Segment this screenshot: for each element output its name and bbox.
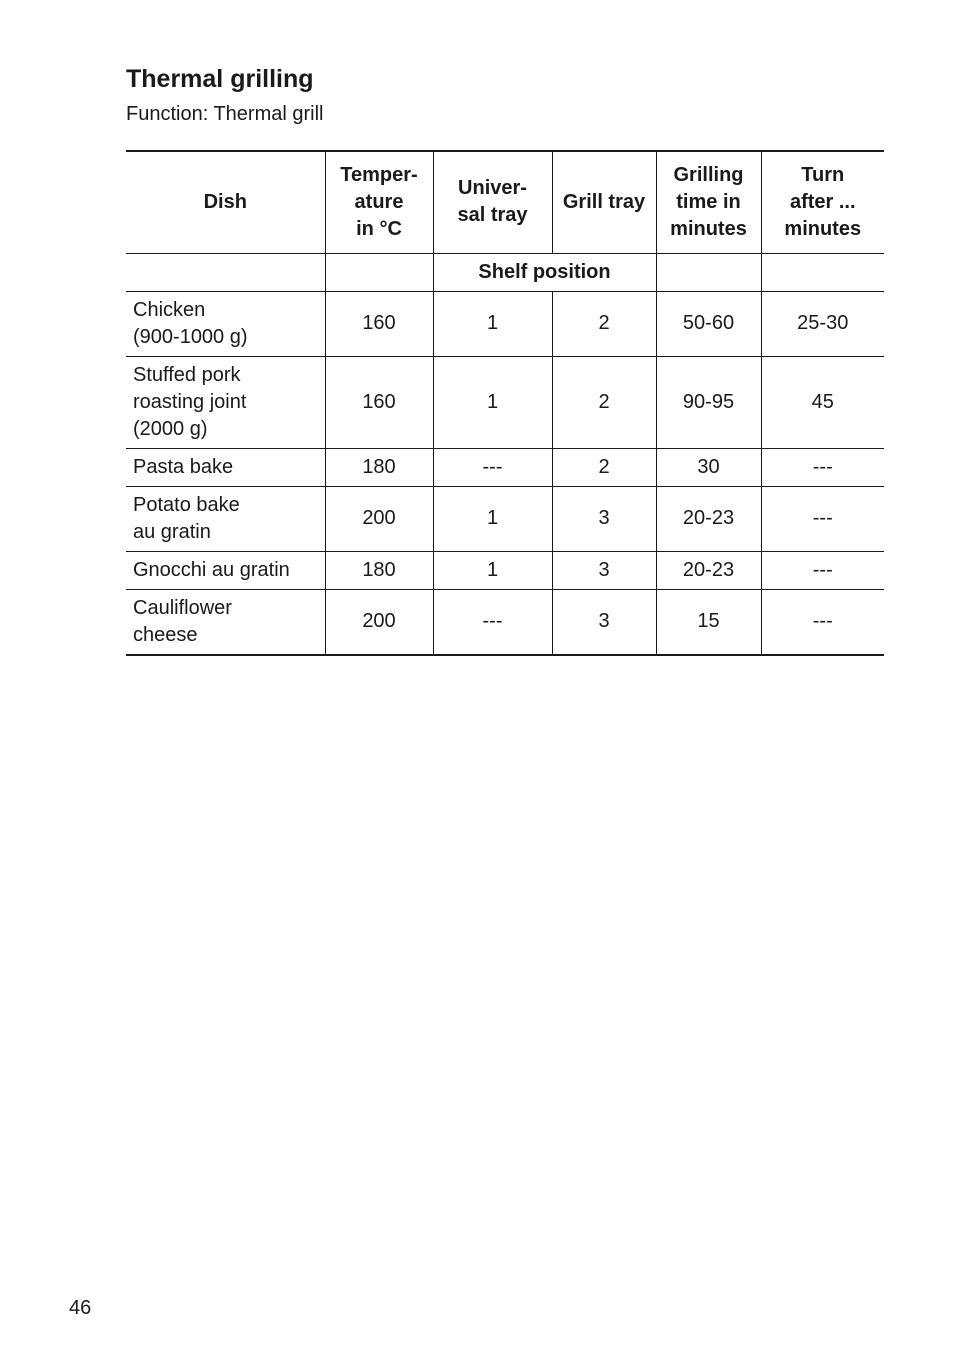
cell-grill-tray: 3 xyxy=(552,551,656,589)
cell-grilling-time: 20-23 xyxy=(656,486,761,551)
subheader-empty-time xyxy=(656,253,761,291)
table-row xyxy=(126,486,884,551)
cell-universal-tray: --- xyxy=(433,448,552,486)
thermal-grilling-table xyxy=(126,150,884,656)
cell-temperature: 180 xyxy=(325,448,433,486)
cell-dish: Cauliflower cheese xyxy=(126,589,325,655)
cell-temperature: 200 xyxy=(325,589,433,655)
cell-turn-after: --- xyxy=(761,551,884,589)
cell-dish: Potato bake au gratin xyxy=(126,486,325,551)
cell-dish: Stuffed pork roasting joint (2000 g) xyxy=(126,356,325,448)
cell-grilling-time: 50-60 xyxy=(656,291,761,356)
cell-dish: Chicken (900-1000 g) xyxy=(126,291,325,356)
function-label: Function: Thermal grill xyxy=(126,103,324,125)
cell-universal-tray: 1 xyxy=(433,486,552,551)
cell-turn-after: 45 xyxy=(761,356,884,448)
cell-turn-after: --- xyxy=(761,486,884,551)
header-grilling-time: Grilling time in minutes xyxy=(656,151,761,253)
cell-universal-tray: 1 xyxy=(433,291,552,356)
table-subheader-row xyxy=(126,253,884,291)
page-number: 46 xyxy=(69,1297,92,1319)
table-row xyxy=(126,356,884,448)
cell-turn-after: --- xyxy=(761,589,884,655)
cell-universal-tray: 1 xyxy=(433,551,552,589)
cell-universal-tray: 1 xyxy=(433,356,552,448)
table-row xyxy=(126,589,884,655)
cell-grill-tray: 2 xyxy=(552,356,656,448)
header-grill-tray: Grill tray xyxy=(552,151,656,253)
cell-temperature: 160 xyxy=(325,356,433,448)
cell-dish: Pasta bake xyxy=(126,448,325,486)
header-universal-tray: Univer- sal tray xyxy=(433,151,552,253)
cell-grill-tray: 3 xyxy=(552,589,656,655)
table-header-row xyxy=(126,151,884,253)
subheader-empty-dish xyxy=(126,253,325,291)
header-dish: Dish xyxy=(126,151,325,253)
header-turn-after: Turn after ... minutes xyxy=(761,151,884,253)
cell-temperature: 180 xyxy=(325,551,433,589)
cell-grilling-time: 90-95 xyxy=(656,356,761,448)
cell-grill-tray: 2 xyxy=(552,291,656,356)
cell-grilling-time: 30 xyxy=(656,448,761,486)
cell-universal-tray: --- xyxy=(433,589,552,655)
cell-grill-tray: 2 xyxy=(552,448,656,486)
header-temperature: Temper- ature in °C xyxy=(325,151,433,253)
table-row xyxy=(126,551,884,589)
header-shelf-position: Shelf position xyxy=(433,253,656,291)
cell-grilling-time: 20-23 xyxy=(656,551,761,589)
page-title: Thermal grilling xyxy=(126,65,314,93)
cell-turn-after: 25-30 xyxy=(761,291,884,356)
subheader-empty-turn xyxy=(761,253,884,291)
cell-temperature: 160 xyxy=(325,291,433,356)
table-row xyxy=(126,448,884,486)
cell-grilling-time: 15 xyxy=(656,589,761,655)
cell-grill-tray: 3 xyxy=(552,486,656,551)
cell-temperature: 200 xyxy=(325,486,433,551)
subheader-empty-temperature xyxy=(325,253,433,291)
cell-dish: Gnocchi au gratin xyxy=(126,551,325,589)
table-row xyxy=(126,291,884,356)
cell-turn-after: --- xyxy=(761,448,884,486)
